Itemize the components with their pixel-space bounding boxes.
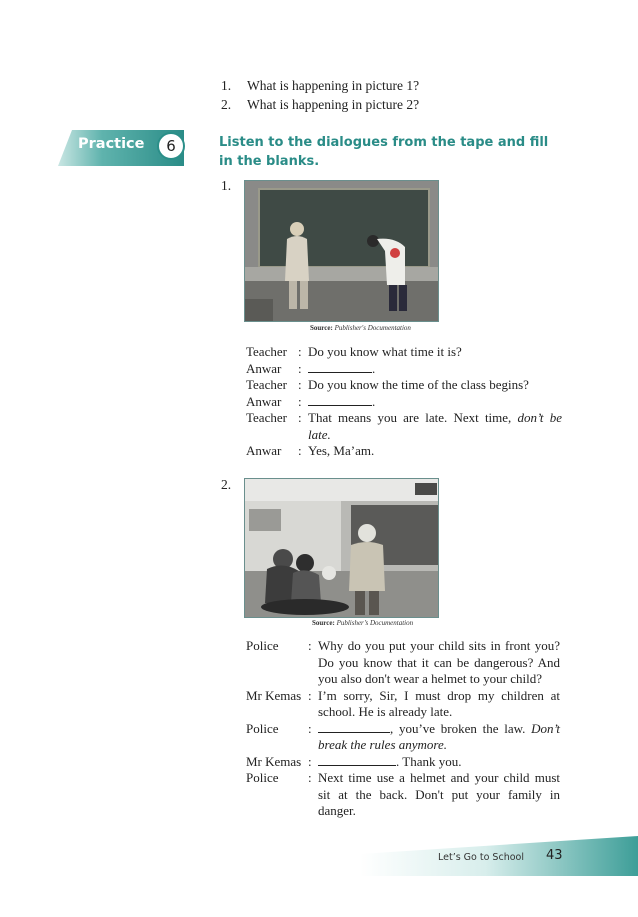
dialogue-line: Anwar : Yes, Ma’am. [246, 443, 562, 460]
dialogue-line: Teacher : That means you are late. Next time, don’t be late. [246, 410, 562, 442]
dialogue-line: Mr Kemas : I’m sorry, Sir, I must drop my children at school. He is already late. [246, 687, 560, 719]
answer-blank[interactable] [308, 394, 372, 406]
dialogue-line: Teacher : Do you know the time of the class begins? [246, 377, 562, 394]
answer-blank[interactable] [318, 721, 390, 733]
speaker: Teacher [246, 377, 287, 392]
question-text: What is happening in picture 1? [247, 78, 420, 93]
line-text: That means you are late. Next time, [308, 410, 512, 425]
dialogue-line: Anwar : . [246, 393, 376, 409]
practice-number: 6 [157, 132, 185, 160]
line-text: Do you know what time it is? [308, 344, 462, 359]
exercise-1-number: 1. [221, 178, 232, 193]
classroom-image [245, 181, 438, 321]
practice-badge [58, 126, 186, 170]
speaker: Mr Kemas [246, 687, 302, 703]
dialogue-line: Police : Next time use a helmet and your child must sit at the back. Don't put your family in danger. [246, 770, 560, 818]
chapter-title: Let’s Go to School [438, 852, 524, 863]
line-text: Next time use a helmet and your child must sit at the back. Don't put your family in danger. [318, 770, 560, 818]
source-caption-1 [310, 324, 411, 332]
answer-blank[interactable] [308, 361, 372, 373]
line-text: Do you know the time of the class begins? [308, 377, 529, 392]
photo-classroom [244, 180, 439, 322]
source-label: Source: [312, 619, 335, 627]
question-text: What is happening in picture 2? [247, 97, 420, 112]
exercise-2-number: 2. [221, 477, 232, 492]
practice-label: Practice [78, 136, 145, 152]
line-text: , you’ve broken the law. [390, 720, 526, 736]
dialogue-line: Teacher : Do you know what time it is? [246, 344, 562, 361]
speaker: Police [246, 638, 279, 653]
source-caption-2 [312, 619, 413, 627]
police-image [245, 479, 438, 617]
photo-police [244, 478, 439, 618]
dialogue-line: Mr Kemas : . Thank you. [246, 753, 462, 769]
dialogue-line: Anwar : . [246, 360, 376, 376]
dialogue-1 [246, 344, 562, 460]
page-number: 43 [546, 848, 563, 863]
line-italic: Don’t break the rules anymore. [318, 720, 560, 752]
source-text: Publisher’s Documentation [336, 619, 414, 627]
speaker: Anwar [246, 393, 282, 409]
line-text: I’m sorry, Sir, I must drop my children at school. He is already late. [318, 687, 560, 719]
speaker: Mr Kemas [246, 753, 302, 769]
dialogue-2 [246, 638, 560, 820]
line-text: Why do you put your child sits in front you? Do you know that it can be dangerous? And you also don't wear a helmet to your child? [318, 638, 560, 686]
line-text: . Thank you. [396, 753, 462, 769]
speaker: Anwar [246, 360, 282, 376]
line-text: Yes, Ma’am. [308, 443, 375, 458]
source-text: Publisher's Documentation [334, 324, 411, 332]
speaker: Police [246, 720, 279, 736]
speaker: Police [246, 770, 279, 785]
line-text: . [372, 393, 376, 409]
source-label: Source: [310, 324, 333, 332]
line-text: . [372, 360, 376, 376]
question-1 [221, 76, 419, 95]
line-italic: don’t be late. [308, 410, 562, 442]
speaker: Teacher [246, 410, 287, 425]
dialogue-line: Police : Why do you put your child sits in front you? Do you know that it can be dangerous? And you also don't wear a helmet to your child? [246, 638, 560, 686]
instruction: Listen to the dialogues from the tape and fill in the blanks. [219, 135, 549, 169]
speaker: Anwar [246, 443, 282, 458]
speaker: Teacher [246, 344, 287, 359]
dialogue-line: Police : , you’ve broken the law. Don’t break the rules anymore. [246, 720, 560, 752]
question-2 [221, 95, 419, 114]
question-number: 2. [221, 97, 232, 112]
answer-blank[interactable] [318, 754, 396, 766]
question-number: 1. [221, 78, 232, 93]
